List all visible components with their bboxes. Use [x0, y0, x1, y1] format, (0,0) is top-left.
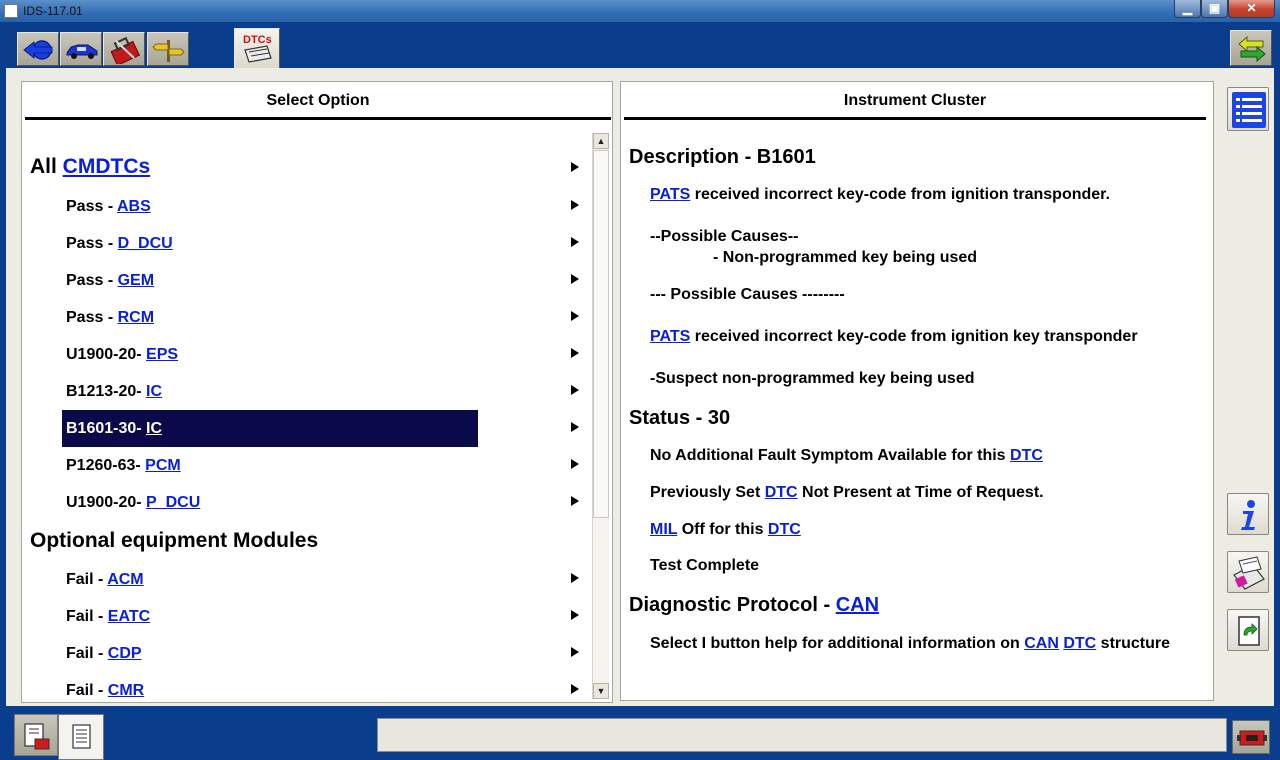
- item-status: Pass -: [66, 309, 118, 326]
- help-line: Select I button help for additional information on CAN DTC structure: [650, 635, 1171, 652]
- toolbox-icon: [108, 36, 142, 64]
- window-title: IDS-117.01: [23, 4, 83, 18]
- list-icon: [1231, 91, 1267, 129]
- swap-button[interactable]: [1230, 30, 1272, 66]
- dtc-link[interactable]: DTC: [767, 521, 801, 538]
- module-link[interactable]: IC: [146, 420, 163, 437]
- module-link[interactable]: CMR: [107, 682, 145, 698]
- can-link[interactable]: CAN: [835, 594, 880, 616]
- vertical-scrollbar[interactable]: [592, 133, 609, 699]
- list-button[interactable]: [1227, 87, 1269, 131]
- module-link[interactable]: EPS: [146, 346, 179, 363]
- module-link[interactable]: P_DCU: [146, 494, 201, 511]
- dtc-link[interactable]: DTC: [1010, 447, 1043, 464]
- expand-arrow-icon[interactable]: [571, 385, 579, 395]
- status-bar: [0, 706, 1280, 760]
- mil-link[interactable]: MIL: [650, 521, 678, 538]
- item-status: Fail -: [66, 645, 108, 662]
- module-link[interactable]: GEM: [117, 272, 155, 289]
- vehicle-icon: [65, 36, 99, 64]
- toolbar: [0, 22, 1280, 68]
- list-item-selected[interactable]: [62, 410, 478, 447]
- expand-arrow-icon[interactable]: [571, 422, 579, 432]
- expand-arrow-icon[interactable]: [571, 496, 579, 506]
- status-line-3: MIL Off for this DTC: [650, 521, 801, 538]
- module-link[interactable]: PCM: [145, 457, 181, 474]
- select-option-header: Select Option: [25, 88, 611, 120]
- protocol-heading: Diagnostic Protocol - CAN: [629, 594, 880, 616]
- module-link[interactable]: CDP: [107, 645, 142, 662]
- close-button[interactable]: ✕: [1228, 0, 1275, 18]
- option-list: [26, 132, 592, 698]
- expand-arrow-icon[interactable]: [571, 647, 579, 657]
- can-link[interactable]: CAN: [1024, 635, 1059, 652]
- item-status: Fail -: [66, 682, 108, 698]
- select-option-panel: [21, 81, 613, 703]
- list-item[interactable]: [62, 225, 478, 262]
- info-button[interactable]: [1227, 493, 1269, 535]
- description-heading: Description - B1601: [629, 146, 816, 168]
- expand-arrow-icon[interactable]: [571, 348, 579, 358]
- pats-link[interactable]: PATS: [650, 328, 691, 345]
- item-dtc-code: P1260-63-: [66, 457, 146, 474]
- list-item[interactable]: [62, 299, 478, 336]
- laptop-doc-icon: [21, 721, 53, 753]
- section-optional-equipment: Optional equipment Modules: [30, 529, 319, 552]
- list-item[interactable]: [62, 598, 478, 635]
- module-link[interactable]: RCM: [117, 309, 155, 326]
- main-area: [6, 68, 1274, 706]
- print-button[interactable]: [1227, 551, 1269, 593]
- list-item[interactable]: [62, 447, 478, 484]
- vehicle-button[interactable]: [60, 32, 102, 66]
- minimize-button[interactable]: ▁: [1174, 0, 1201, 18]
- possible-cause-item: - Non-programmed key being used: [713, 249, 978, 266]
- list-item[interactable]: [62, 561, 478, 598]
- instrument-cluster-header: Instrument Cluster: [624, 88, 1206, 120]
- cmdtcs-link[interactable]: CMDTCs: [62, 155, 151, 178]
- app-icon: [4, 4, 18, 18]
- section-all-cmdtcs[interactable]: [30, 155, 150, 179]
- suspect-text: -Suspect non-programmed key being used: [650, 370, 975, 387]
- instrument-cluster-panel: [620, 81, 1214, 701]
- description-line-1: PATS received incorrect key-code from ignition transponder.: [650, 186, 1110, 203]
- dtc-tab-label: DTCs: [243, 34, 272, 46]
- list-item[interactable]: [62, 336, 478, 373]
- signpost-button[interactable]: [147, 32, 189, 66]
- tab-session[interactable]: [14, 714, 58, 756]
- description-line-2: PATS received incorrect key-code from ignition key transponder: [650, 328, 1138, 345]
- item-status: Pass -: [66, 272, 118, 289]
- print-icon: [1231, 555, 1267, 591]
- status-message-field: [377, 718, 1227, 752]
- item-status: Fail -: [66, 608, 108, 625]
- status-line-1: No Additional Fault Symptom Available for this DTC: [650, 447, 1043, 464]
- list-item[interactable]: [62, 188, 478, 225]
- list-item[interactable]: [62, 672, 478, 698]
- maximize-button[interactable]: ▣: [1201, 0, 1228, 18]
- expand-arrow-icon[interactable]: [571, 162, 579, 172]
- document-icon: [65, 721, 97, 753]
- item-dtc-code: U1900-20-: [66, 346, 147, 363]
- connector-icon: [1237, 727, 1267, 749]
- toolbox-button[interactable]: [103, 32, 145, 66]
- item-dtc-code: U1900-20-: [66, 494, 147, 511]
- possible-causes-heading: --Possible Causes--: [650, 228, 799, 245]
- dtc-icon: [239, 32, 277, 66]
- section-prefix: All: [30, 155, 63, 178]
- swap-arrows-icon: [1235, 34, 1269, 64]
- dtc-link[interactable]: DTC: [1063, 635, 1097, 652]
- title-bar: [0, 0, 1280, 22]
- expand-arrow-icon[interactable]: [571, 459, 579, 469]
- list-item[interactable]: [62, 635, 478, 672]
- module-link[interactable]: D_DCU: [117, 235, 173, 252]
- list-item[interactable]: [62, 484, 478, 521]
- item-status: Fail -: [66, 571, 108, 588]
- module-link[interactable]: ABS: [117, 198, 151, 215]
- list-item[interactable]: [62, 262, 478, 299]
- possible-causes-divider: --- Possible Causes --------: [650, 286, 845, 303]
- back-arrow-icon: [22, 36, 56, 64]
- tab-dtcs[interactable]: [234, 28, 280, 68]
- item-status: Pass -: [66, 198, 117, 215]
- item-dtc-code: B1213-20-: [66, 383, 147, 400]
- vcm-connector-button[interactable]: [1232, 720, 1270, 754]
- scroll-down-button[interactable]: ▼: [593, 683, 609, 699]
- expand-arrow-icon[interactable]: [571, 610, 579, 620]
- scroll-up-button[interactable]: ▲: [593, 133, 609, 149]
- info-icon: [1231, 497, 1267, 533]
- item-status: Pass -: [66, 235, 118, 252]
- scroll-thumb[interactable]: [593, 150, 609, 518]
- module-link[interactable]: EATC: [107, 608, 151, 625]
- pats-link[interactable]: PATS: [650, 186, 691, 203]
- expand-arrow-icon[interactable]: [571, 200, 579, 210]
- expand-arrow-icon[interactable]: [571, 311, 579, 321]
- list-item[interactable]: [62, 373, 478, 410]
- status-heading: Status - 30: [629, 407, 731, 429]
- module-link[interactable]: IC: [146, 383, 163, 400]
- dtc-link[interactable]: DTC: [764, 484, 798, 501]
- expand-arrow-icon[interactable]: [571, 237, 579, 247]
- export-icon: [1231, 613, 1267, 649]
- item-dtc-code: B1601-30-: [66, 420, 147, 437]
- module-link[interactable]: ACM: [107, 571, 144, 588]
- export-button[interactable]: [1227, 609, 1269, 651]
- status-line-4: Test Complete: [650, 557, 760, 574]
- expand-arrow-icon[interactable]: [571, 573, 579, 583]
- tab-notes[interactable]: [58, 714, 104, 760]
- expand-arrow-icon[interactable]: [571, 274, 579, 284]
- expand-arrow-icon[interactable]: [571, 684, 579, 694]
- back-button[interactable]: [17, 32, 59, 66]
- status-line-2: Previously Set DTC Not Present at Time of Request.: [650, 484, 1044, 501]
- signpost-icon: [152, 36, 186, 64]
